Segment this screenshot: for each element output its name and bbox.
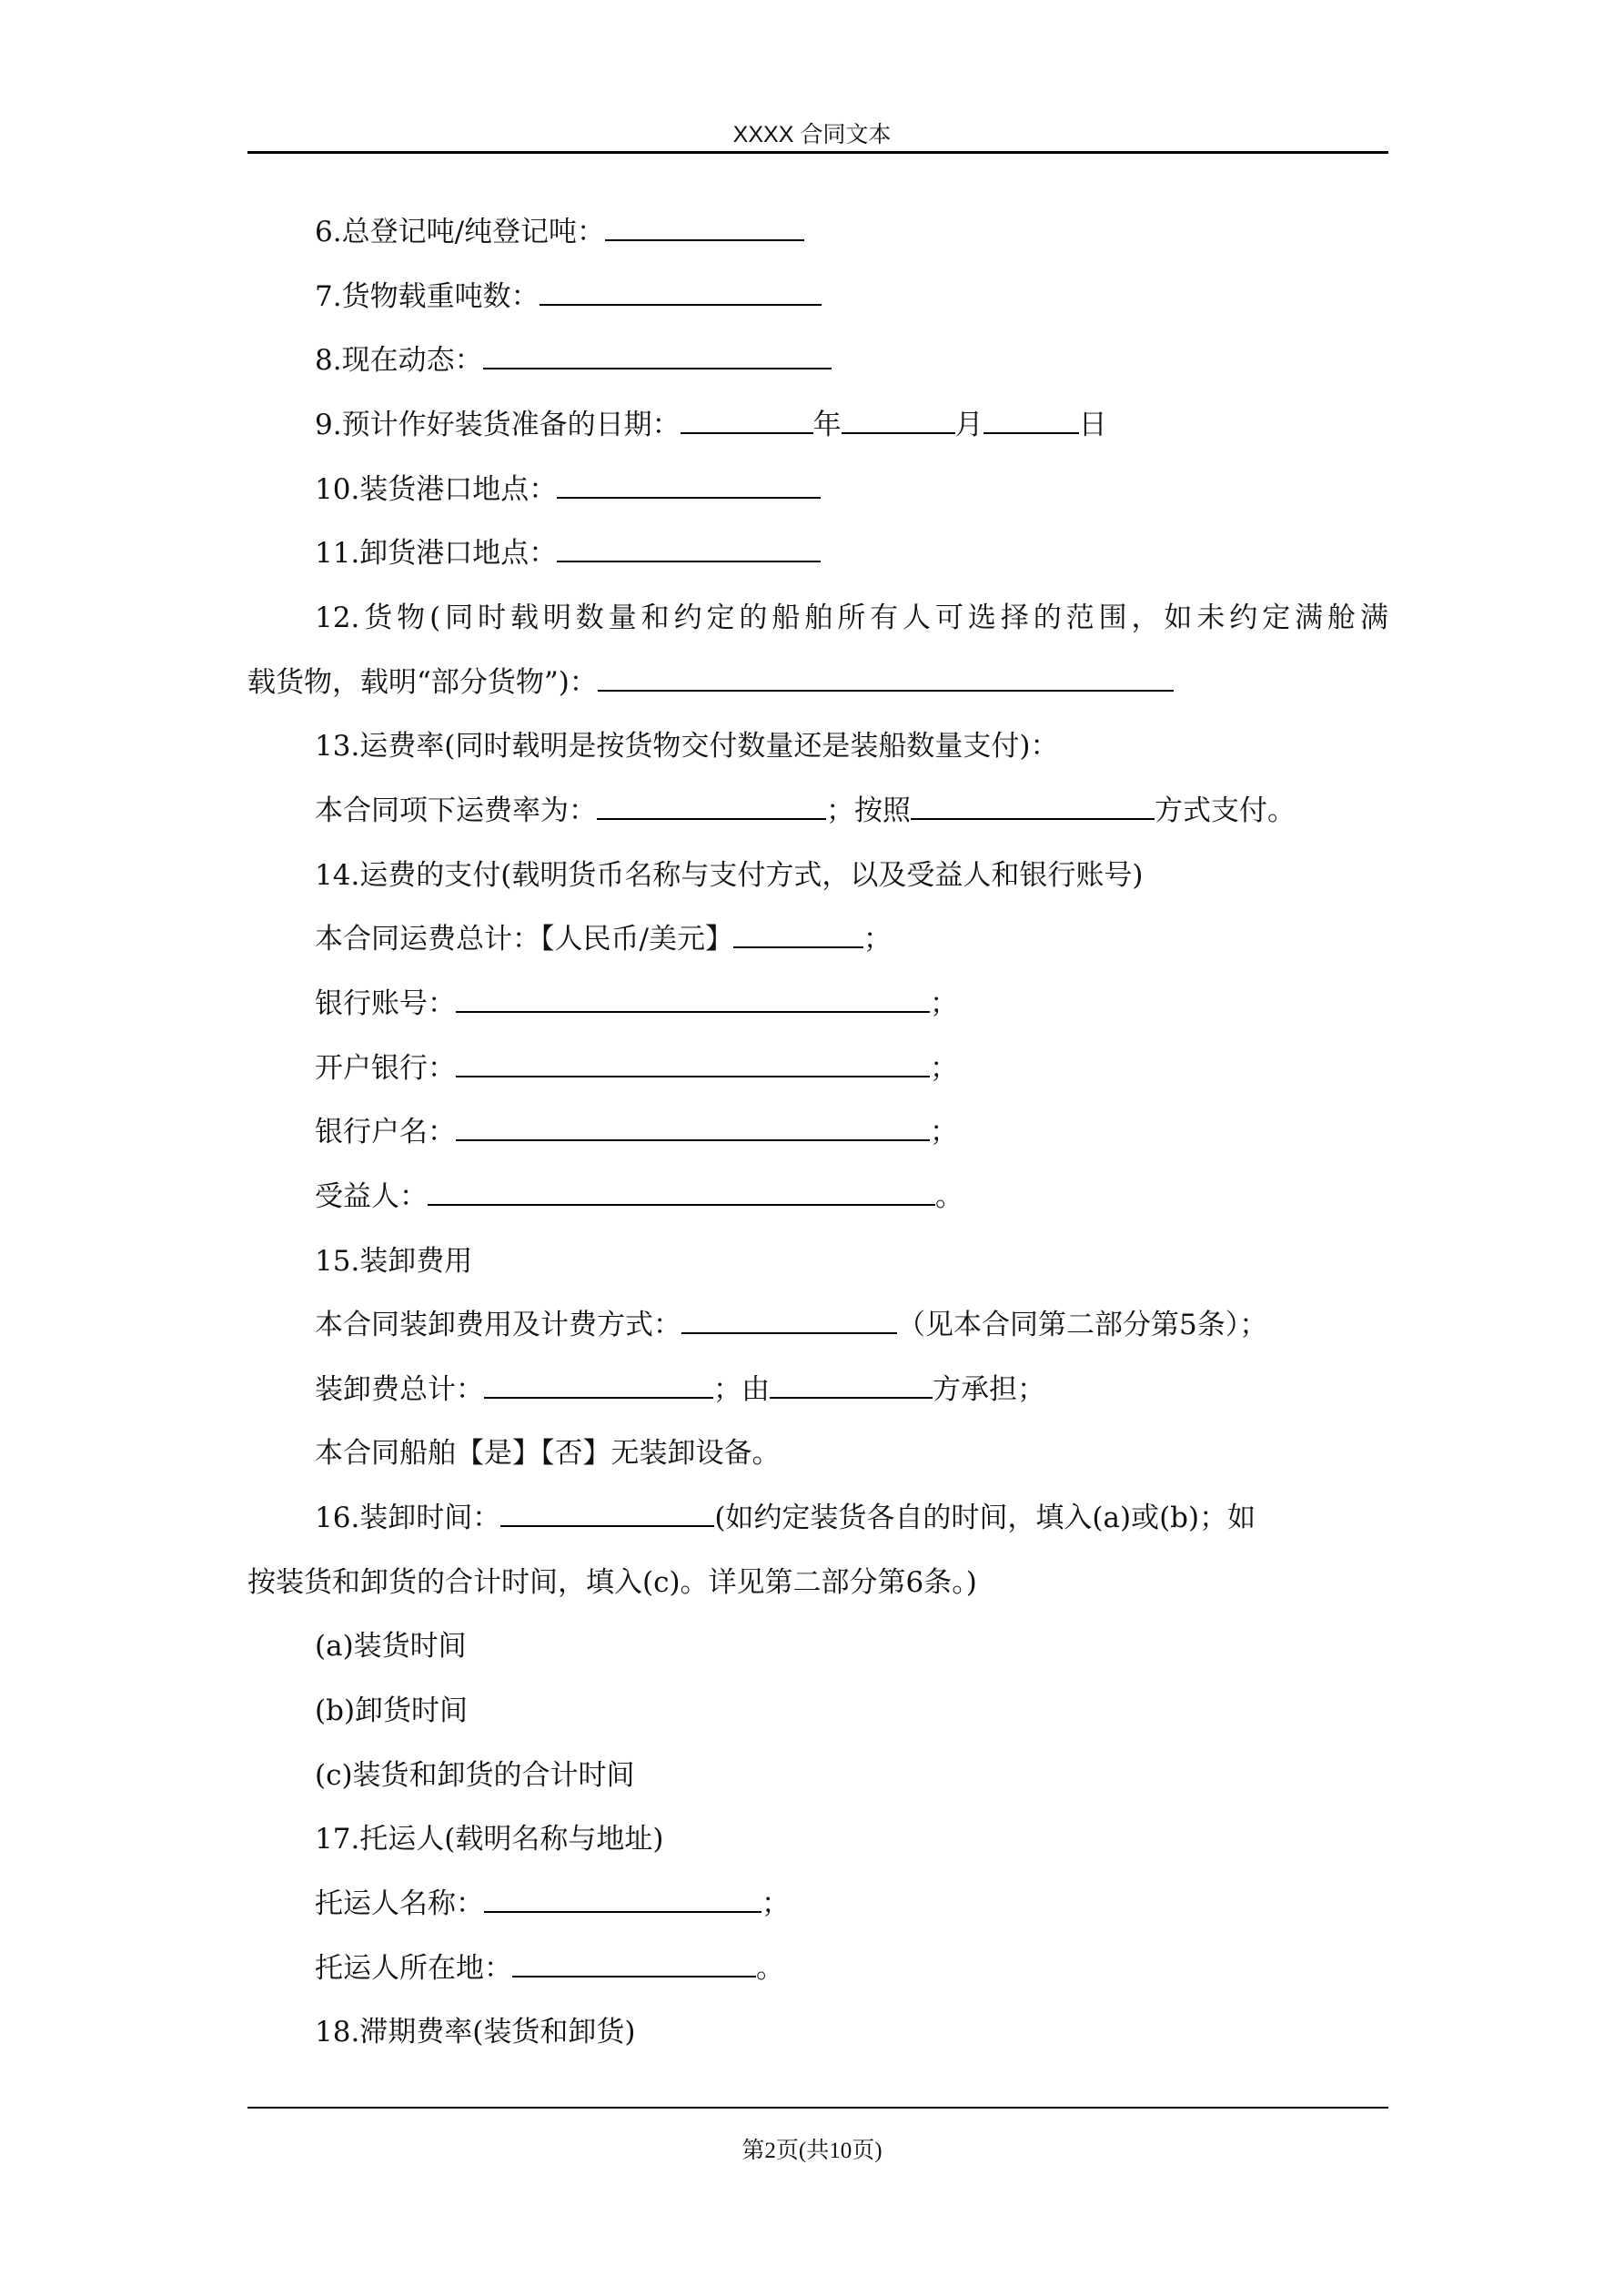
- clause-8: [247, 329, 1388, 393]
- blank-field[interactable]: [428, 1180, 935, 1206]
- contract-body: [247, 200, 1388, 2065]
- freight-total-line: [247, 907, 1388, 972]
- blank-month[interactable]: [842, 409, 955, 434]
- blank-field[interactable]: [597, 794, 826, 820]
- punct: 。: [935, 1179, 963, 1213]
- handling-method-line: [247, 1293, 1388, 1358]
- label: 6.总登记吨/纯登记吨：: [315, 216, 606, 248]
- shipper-address-line: [247, 1937, 1388, 2001]
- blank-year[interactable]: [681, 409, 813, 434]
- clause-17: 17.托运人(载明名称与地址): [315, 1823, 664, 1856]
- label: 7.货物载重吨数：: [315, 279, 540, 313]
- blank-field[interactable]: [770, 1373, 933, 1399]
- clause-15: 15.装卸费用: [315, 1244, 473, 1278]
- label: 方式支付。: [1155, 794, 1296, 827]
- blank-field[interactable]: [500, 1502, 714, 1527]
- page-number: 第2页(共10页): [741, 2139, 883, 2163]
- clause-12-line1: 12.货物(同时载明数量和约定的船舶所有人可选择的范围，如未约定满舱满: [315, 601, 1388, 634]
- blank-field[interactable]: [483, 344, 832, 369]
- blank-field[interactable]: [557, 537, 821, 562]
- label: 16.装卸时间：: [315, 1502, 501, 1535]
- blank-field[interactable]: [512, 1952, 756, 1977]
- label: 银行户名：: [315, 1116, 456, 1149]
- clause-12-line2: [247, 651, 1388, 715]
- label: 托运人所在地：: [315, 1951, 512, 1985]
- clause-10: [247, 458, 1388, 522]
- clause-14: 14.运费的支付(载明货币名称与支付方式，以及受益人和银行账号): [315, 858, 1144, 892]
- blank-field[interactable]: [484, 1887, 762, 1913]
- option-c: (c)装货和卸货的合计时间: [315, 1758, 635, 1792]
- punct: ；: [762, 1887, 790, 1921]
- punct: 。: [756, 1951, 784, 1985]
- beneficiary-line: [247, 1165, 1388, 1229]
- label: (如约定装货各自的时间，填入(a)或(b)；如: [714, 1502, 1256, 1535]
- clause-16-line2: 按装货和卸货的合计时间，填入(c)。详见第二部分第6条。): [247, 1565, 977, 1599]
- blank-field[interactable]: [733, 923, 863, 948]
- option-b: (b)卸货时间: [315, 1694, 469, 1728]
- label: 本合同运费总计：【人民币/美元】: [315, 923, 733, 956]
- clause-11: [247, 521, 1388, 586]
- bank-name-line: [247, 1037, 1388, 1101]
- clause-16: [247, 1486, 1388, 1551]
- month-label: 月: [954, 408, 983, 441]
- footer-divider: [247, 2107, 1388, 2109]
- label: 本合同项下运费率为：: [315, 794, 597, 827]
- blank-field[interactable]: [911, 794, 1155, 820]
- page-header-title: XXXX 合同文本: [732, 122, 892, 147]
- blank-field[interactable]: [681, 1309, 897, 1334]
- label: 8.现在动态：: [315, 344, 483, 378]
- blank-field[interactable]: [557, 473, 821, 499]
- clause-18: 18.滞期费率(装货和卸货): [315, 2016, 636, 2049]
- label: 托运人名称：: [315, 1887, 484, 1921]
- punct: ；: [930, 1116, 958, 1149]
- blank-field[interactable]: [605, 216, 804, 241]
- blank-field[interactable]: [456, 1116, 930, 1141]
- blank-field[interactable]: [456, 1052, 930, 1077]
- shipper-name-line: [247, 1872, 1388, 1937]
- handling-equipment-line: 本合同船舶【是】【否】无装卸设备。: [315, 1437, 781, 1471]
- label: 开户银行：: [315, 1051, 456, 1085]
- account-holder-line: [247, 1100, 1388, 1165]
- clause-9: [247, 393, 1388, 458]
- blank-field[interactable]: [598, 666, 1174, 692]
- blank-field[interactable]: [484, 1373, 713, 1399]
- blank-field[interactable]: [540, 280, 822, 306]
- punct: ；: [930, 1051, 958, 1085]
- punct: ；: [862, 923, 892, 956]
- label: 受益人：: [315, 1179, 428, 1213]
- option-a: (a)装货时间: [315, 1630, 467, 1664]
- label: 11.卸货港口地点：: [315, 537, 558, 571]
- label: 10.装货港口地点：: [315, 472, 558, 506]
- blank-day[interactable]: [983, 409, 1079, 434]
- handling-total-line: [247, 1358, 1388, 1422]
- day-label: 日: [1078, 408, 1107, 441]
- label: 装卸费总计：: [315, 1372, 484, 1406]
- label: 本合同装卸费用及计费方式：: [315, 1309, 681, 1342]
- label: （见本合同第二部分第5条）；: [897, 1309, 1268, 1342]
- label: 银行账号：: [315, 986, 456, 1020]
- freight-rate-line: [247, 779, 1388, 844]
- punct: ；: [930, 986, 958, 1020]
- clause-13: 13.运费率(同时载明是按货物交付数量还是装船数量支付)：: [315, 730, 1059, 764]
- label: 载货物，载明“部分货物”)：: [247, 665, 598, 699]
- label: ；按照: [826, 794, 911, 827]
- label: 9.预计作好装货准备的日期：: [315, 408, 681, 441]
- header-divider: [247, 151, 1388, 154]
- year-label: 年: [812, 408, 842, 441]
- label: ；由: [713, 1372, 770, 1406]
- clause-7: [247, 265, 1388, 329]
- blank-field[interactable]: [456, 987, 930, 1013]
- clause-6: [247, 200, 1388, 265]
- label: 方承担；: [933, 1372, 1045, 1406]
- bank-account-line: [247, 972, 1388, 1037]
